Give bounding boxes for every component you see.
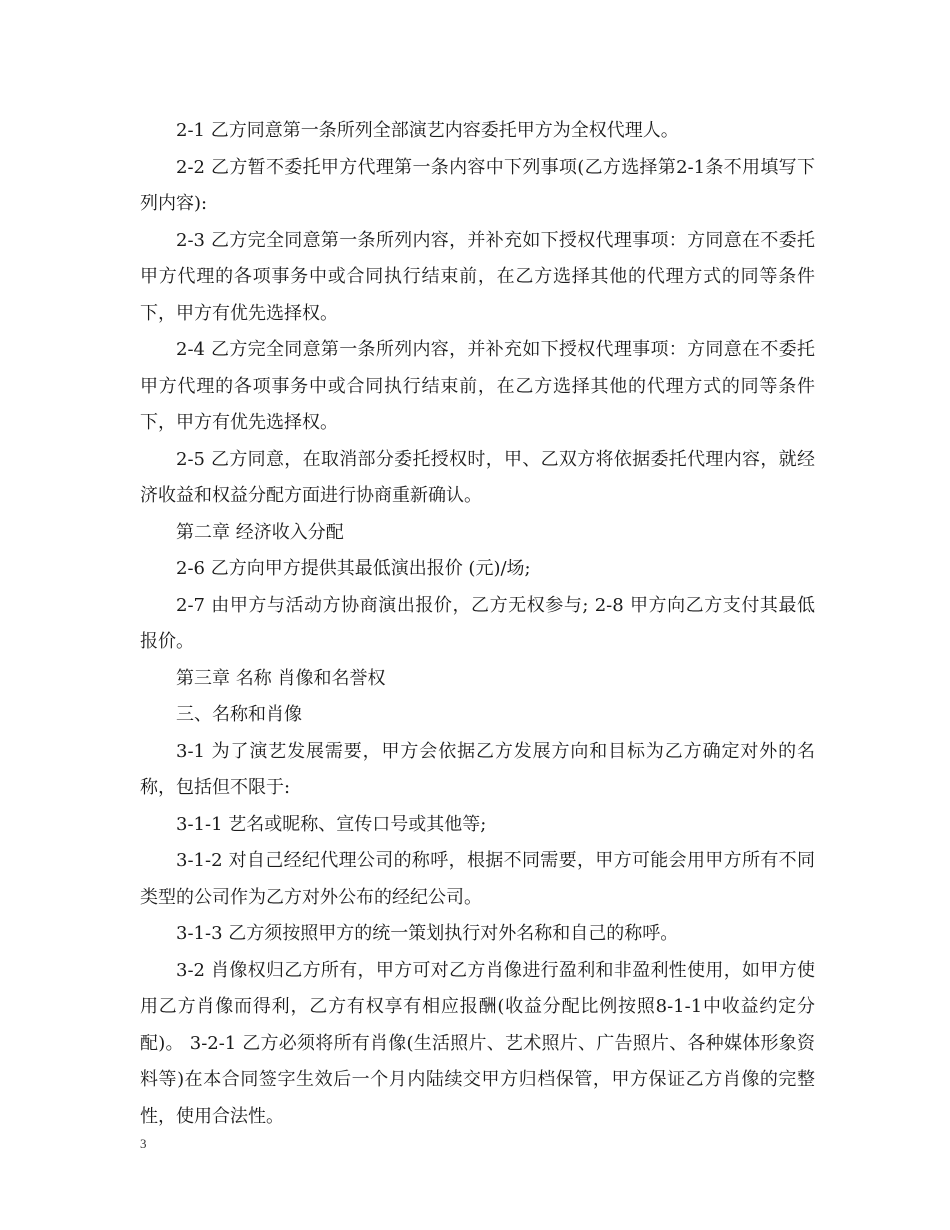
- paragraph-2-2: 2-2 乙方暂不委托甲方代理第一条内容中下列事项(乙方选择第2-1条不用填写下列内容):: [140, 156, 815, 214]
- paragraph-2-4: 2-4 乙方完全同意第一条所列内容，并补充如下授权代理事项：方同意在不委托甲方代理的各项事务中或合同执行结束前，在乙方选择其他的代理方式的同等条件下，甲方有优先选择权。: [140, 339, 815, 433]
- paragraph-2-3: 2-3 乙方完全同意第一条所列内容，并补充如下授权代理事项：方同意在不委托甲方代理的各项事务中或合同执行结束前，在乙方选择其他的代理方式的同等条件下，甲方有优先选择权。: [140, 229, 815, 324]
- paragraph-2-1: 2-1 乙方同意第一条所列全部演艺内容委托甲方为全权代理人。: [176, 120, 679, 141]
- paragraph-2-6: 2-6 乙方向甲方提供其最低演出报价 (元)/场;: [176, 558, 531, 579]
- paragraph-3-1-3: 3-1-3 乙方须按照甲方的统一策划执行对外名称和自己的称呼。: [176, 923, 679, 944]
- paragraph-2-7: 2-7 由甲方与活动方协商演出报价，乙方无权参与; 2-8 甲方向乙方支付其最低报价。: [140, 594, 815, 652]
- chapter-heading-3: 第三章 名称 肖像和名誉权: [176, 667, 386, 689]
- section-heading-3: 三、名称和肖像: [176, 704, 302, 725]
- paragraph-2-5: 2-5 乙方同意，在取消部分委托授权时，甲、乙双方将依据委托代理内容，就经济收益和权益分配方面进行协商重新确认。: [140, 448, 815, 506]
- paragraph-3-2: 3-2 肖像权归乙方所有，甲方可对乙方肖像进行盈利和非盈利性使用，如甲方使用乙方肖像而得利，乙方有权享有相应报酬(收益分配比例按照8-1-1中收益约定分配)。 3-2-1 乙方必须将所有肖像(生活照片、艺术照片、广告照片、各种媒体形象资料等)在本合同签字生效后一个月内陆续交甲方归档保管，甲方保证乙方肖像的完整性，使用合法性。: [140, 959, 815, 1127]
- paragraph-3-1-2: 3-1-2 对自己经纪代理公司的称呼，根据不同需要，甲方可能会用甲方所有不同类型的公司作为乙方对外公布的经纪公司。: [140, 850, 815, 908]
- paragraph-3-1: 3-1 为了演艺发展需要，甲方会依据乙方发展方向和目标为乙方确定对外的名称，包括但不限于:: [140, 740, 815, 798]
- chapter-heading-2: 第二章 经济收入分配: [176, 521, 344, 543]
- document-body: [140, 113, 815, 1135]
- page-number: 3: [140, 1136, 147, 1151]
- paragraph-3-1-1: 3-1-1 艺名或昵称、宣传口号或其他等;: [176, 813, 487, 835]
